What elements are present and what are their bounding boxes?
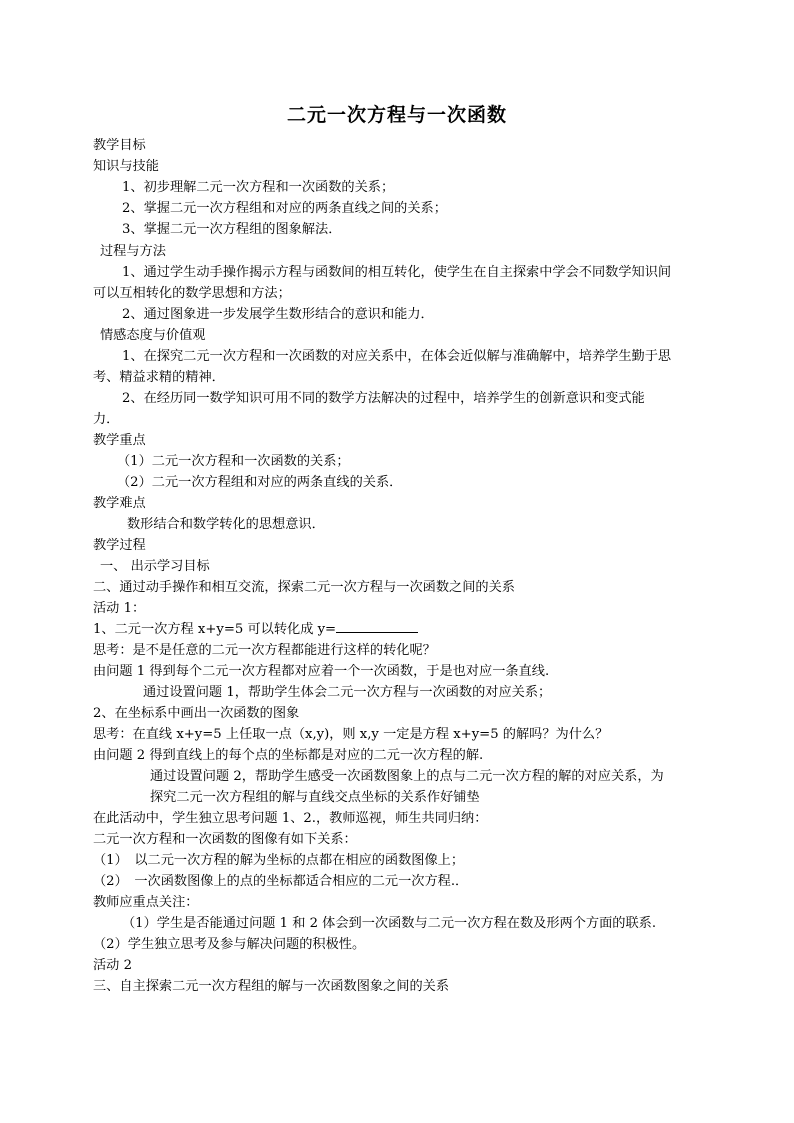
teacher-focus-1: （1）学生是否能通过问题 1 和 2 体会到一次函数与二元一次方程在数及形两个方面的联系.: [122, 916, 657, 931]
heading-teaching-process: 教学过程: [93, 538, 146, 553]
emotion-item-2-cont: 力．: [93, 412, 120, 427]
step-3: 三、自主探索二元一次方程组的解与一次函数图象之间的关系: [93, 979, 450, 994]
subheading-knowledge-skills: 知识与技能: [93, 159, 159, 174]
difficulty-item: 数形结合和数学转化的思想意识．: [127, 517, 325, 532]
key-point-1: （1）二元一次方程和一次函数的关系；: [117, 454, 350, 469]
teacher-focus-2: （2）学生独立思考及参与解决问题的积极性。: [93, 937, 366, 952]
question-1: [93, 620, 418, 639]
design-note-1: 通过设置问题 1，帮助学生体会二元一次方程与一次函数的对应关系；: [143, 685, 552, 700]
subheading-emotion-values: 情感态度与价值观: [100, 328, 206, 343]
relationship-2: （2） 一次函数图像上的点的坐标都适合相应的二元一次方程.．: [93, 874, 469, 889]
question-2: 2、在坐标系中画出一次函数的图象: [93, 706, 300, 721]
emotion-item-2: 2、在经历同一数学知识可用不同的数学方法解决的过程中，培养学生的创新意识和变式能: [122, 391, 645, 406]
activity-2-label: 活动 2: [93, 958, 132, 973]
conclusion-1: 由问题 1 得到每个二元一次方程都对应着一个一次函数，于是也对应一条直线.: [93, 664, 550, 679]
emotion-item-1: 1、在探究二元一次方程和一次函数的对应关系中，在体会近似解与准确解中，培养学生勤于思: [122, 349, 672, 364]
design-note-2-cont: 探究二元一次方程组的解与直线交点坐标的关系作好铺垫: [150, 790, 480, 805]
activity-summary: 在此活动中，学生独立思考问题 1、2.，教师巡视，师生共同归纳：: [93, 811, 488, 826]
teacher-focus-label: 教师应重点关注：: [93, 895, 199, 910]
relationship-1: （1） 以二元一次方程的解为坐标的点都在相应的函数图像上；: [93, 853, 465, 868]
key-point-2: （2）二元一次方程组和对应的两条直线的关系．: [117, 475, 403, 490]
knowledge-item-1: 1、初步理解二元一次方程和一次函数的关系；: [122, 180, 395, 195]
step-2: 二、通过动手操作和相互交流，探索二元一次方程与一次函数之间的关系: [93, 580, 515, 595]
relationship-intro: 二元一次方程和一次函数的图像有如下关系：: [93, 832, 357, 847]
think-1: 思考：是不是任意的二元一次方程都能进行这样的转化呢？: [93, 643, 436, 658]
knowledge-item-3: 3、掌握二元一次方程组的图象解法．: [122, 222, 342, 237]
question-1-text: 1、二元一次方程 x+y=5 可以转化成 y=: [93, 622, 337, 637]
subheading-process-methods: 过程与方法: [100, 244, 166, 259]
process-item-1-cont: 可以互相转化的数学思想和方法；: [93, 286, 291, 301]
activity-1-label: 活动 1：: [93, 601, 146, 616]
emotion-item-1-cont: 考、精益求精的精神．: [93, 370, 225, 385]
process-item-2: 2、通过图象进一步发展学生数形结合的意识和能力．: [122, 307, 434, 322]
answer-blank: [336, 620, 418, 633]
conclusion-2: 由问题 2 得到直线上的每个点的坐标都是对应的二元一次方程的解.: [93, 748, 484, 763]
page-title: 二元一次方程与一次函数: [286, 104, 507, 126]
heading-teaching-goals: 教学目标: [93, 138, 146, 153]
think-2: 思考：在直线 x+y=5 上任取一点（x,y)，则 x,y 一定是方程 x+y=5 的解吗？为什么？: [93, 727, 609, 742]
knowledge-item-2: 2、掌握二元一次方程组和对应的两条直线之间的关系；: [122, 201, 447, 216]
process-item-1: 1、通过学生动手操作揭示方程与函数间的相互转化，使学生在自主探索中学会不同数学知识间: [122, 265, 672, 280]
heading-key-points: 教学重点: [93, 433, 146, 448]
heading-difficulties: 教学难点: [93, 496, 146, 511]
step-1: 一、 出示学习目标: [100, 559, 210, 574]
design-note-2: 通过设置问题 2，帮助学生感受一次函数图象上的点与二元一次方程的解的对应关系，为: [150, 769, 664, 784]
